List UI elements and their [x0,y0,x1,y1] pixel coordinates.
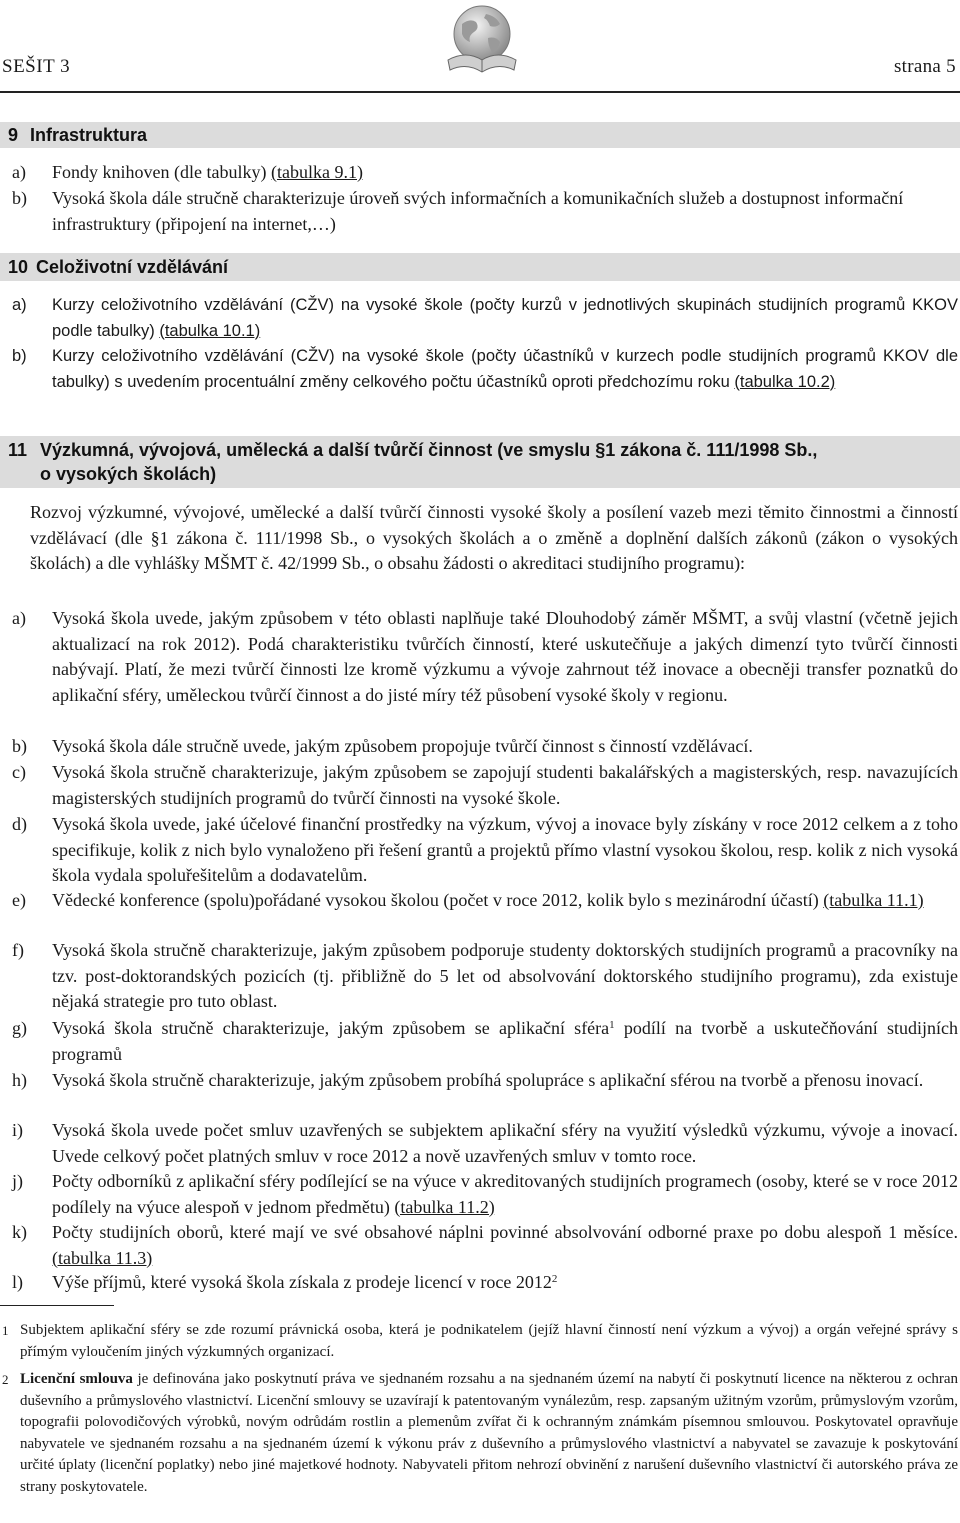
item-text: Kurzy celoživotního vzdělávání (CŽV) na vysoké škole (počty účastníků v kurzech podle studijních programů KKOV dle tabulky) s uvedením procentuální změny celkového počtu účastníků oproti předchozímu roku [52,347,958,391]
item-label: a) [12,162,26,182]
item-text: Vysoká škola uvede, jaké účelové finanční prostředky na výzkum, vývoj a inovace byly získány v roce 2012 celkem a z toho specifikuje, kolik z nich bylo vynaloženo při řešení grantů a projektů přímo vlastní vysokou školou, resp. kolik z nich vysoká škola vydala spoluřešitelům a dodavatelům. [52,814,958,885]
s11-item-i [12,1118,958,1169]
page-number: strana 5 [893,56,956,77]
s11-item-g [12,1016,958,1067]
item-label: a) [12,608,26,628]
item-label: l) [12,1272,23,1292]
item-label: j) [12,1171,23,1191]
s11-item-j [12,1169,958,1220]
item-text: Vysoká škola stručně charakterizuje, jakým způsobem se zapojují studenti bakalářských a magisterských, resp. navazujících magisterských studijních programů do tvůrčí činnosti na vysoké škole. [52,762,958,808]
item-label: f) [12,940,24,960]
footnote-ref[interactable]: 2 [551,1273,558,1285]
item-label: d) [12,814,27,834]
footnote-term: Licenční smlouva [20,1371,133,1387]
item-text: Fondy knihoven (dle tabulky) [52,162,267,182]
s9-item-b [12,186,958,237]
item-text: Vysoká škola dále stručně charakterizuje úroveň svých informačních a komunikačních služeb a dostupnost informační infrastruktury (připojení na internet,…) [52,188,904,234]
footnote-number: 1 [2,1323,9,1338]
item-label: b) [12,188,27,208]
item-text: Vysoká škola dále stručně uvede, jakým způsobem propojuje tvůrčí činnost s činností vzdělávací. [52,736,753,756]
item-text: Kurzy celoživotního vzdělávání (CŽV) na vysoké škole (počty kurzů v jednotlivých skupinách studijních programů KKOV podle tabulky) [52,296,958,340]
section-9-heading [0,122,960,148]
footnote-divider [0,1305,114,1306]
footnote-ref[interactable]: 1 [609,1019,615,1031]
table-link[interactable]: (tabulka 10.2) [734,372,836,391]
page-header [0,0,960,90]
section-11-heading [0,436,960,488]
s11-intro: Rozvoj výzkumné, vývojové, umělecké a další tvůrčí činnosti vysoké školy a posílení vazeb mezi těmito činnostmi a činností vzdělávací (dle §1 zákona č. 111/1998 Sb., o vysokých školách a o změně a doplnění dalších zákonů (zákon o vysokých školách) a dle vyhlášky MŠMT č. 42/1999 Sb., o obsahu žádosti o akreditaci studijního programu): [30,502,958,573]
item-label: h) [12,1070,27,1090]
item-text: Počty odborníků z aplikační sféry podílející se na výuce v akreditovaných studijních programech (osoby, které se v roce 2012 podílely na výuce alespoň v jednom předmětu) [52,1171,958,1217]
item-label: b) [12,347,27,365]
s11-item-d [12,812,958,889]
footnote-2 [2,1369,959,1498]
item-label: b) [12,736,27,756]
booklet-label: SEŠIT 3 [2,56,71,77]
s11-item-k [12,1220,958,1271]
section-title: Infrastruktura [30,125,148,145]
section-title-line1: Výzkumná, vývojová, umělecká a další tvůrčí činnost (ve smyslu §1 zákona č. 111/1998 Sb., [40,440,818,460]
table-link[interactable]: (tabulka 10.1) [159,321,261,340]
s10-item-b [12,344,958,395]
item-text: Vysoká škola stručně charakterizuje, jakým způsobem probíhá spolupráce s aplikační sférou na tvorbě a přenosu inovací. [52,1070,924,1090]
item-text: Vysoká škola uvede počet smluv uzavřených se subjektem aplikační sféry na využití výsledků výzkumu, vývoje a inovací. Uvede celkový počet platných smluv v roce 2012 a nově uzavřených smluv v tomto roce. [52,1120,958,1166]
globe-book-logo-icon [438,2,522,82]
s11-item-h [12,1068,958,1094]
table-link[interactable]: (tabulka 11.3) [52,1247,153,1268]
header-divider [0,91,960,93]
item-text: Počty studijních oborů, které mají ve své obsahové náplni povinné absolvování odborné praxe po dobu alespoň 1 měsíce. [52,1222,958,1242]
s11-item-e [12,888,958,914]
table-link[interactable]: (tabulka 11.2) [394,1196,495,1217]
item-label: e) [12,890,26,910]
section-title: Celoživotní vzdělávání [36,257,229,277]
footnote-text: Subjektem aplikační sféry se zde rozumí právnická osoba, která je podnikatelem (jejíž hlavní činností není výzkum a vývoj) a orgán veřejné správy s přímým vyloučením jiných výzkumných organizací. [20,1322,958,1360]
table-link[interactable]: (tabulka 9.1) [270,162,363,182]
item-label: a) [12,296,27,314]
section-number: 10 [8,257,29,277]
item-label: i) [12,1120,23,1140]
s11-item-f [12,938,958,1015]
s9-item-a [12,160,958,186]
item-text: Vysoká škola stručně charakterizuje, jakým způsobem se aplikační sféra [52,1018,610,1038]
s11-item-l [12,1270,958,1296]
section-number: 9 [8,125,19,145]
item-text: Výše příjmů, které vysoká škola získala z prodeje licencí v roce 2012 [52,1272,552,1292]
footnote-text: je definována jako poskytnutí práva ve sjednaném rozsahu a na sjednaném území na nabytí či poskytnutí licence na některou z ochran duševního a průmyslového vlastnictví. Licenční smlouvy se uzavírají k patentovaným vynálezům, resp. zapsaným užitným vzorům, průmyslovým vzorům, topografii polovodičových výrobků, novým odrůdám rostlin a plemenům zvířat či k ochranným známkám písemnou smlouvou. Poskytovatel opravňuje nabyvatele ve sjednaném rozsahu a na sjednaném území k výkonu práv z duševního a průmyslového vlastnictví a nabyvatel se zavazuje k poskytování určité úplaty (licenční poplatky) nebo jiné majetkové hodnoty. Nabyvateli přitom nehrozí obvinění z narušení duševního vlastnictví či autorského práva ze strany poskytovatele. [20,1371,959,1495]
table-link[interactable]: (tabulka 11.1) [823,890,924,910]
section-title-line2: o vysokých školách) [40,464,217,484]
item-label: g) [12,1018,27,1038]
s11-item-c [12,760,958,811]
section-number: 11 [8,440,28,460]
item-text: Vysoká škola stručně charakterizuje, jakým způsobem podporuje studenty doktorských studijních programů a pracovníky na tzv. post-doktorandských pozicích (tj. přibližně do 5 let od absolvování doktorského studijního programu), zda existuje nějaká strategie pro tuto oblast. [52,940,958,1011]
footnote-number: 2 [2,1372,9,1387]
item-label: k) [12,1222,27,1242]
item-text-cont: podílí na tvorbě a uskutečňování studijních programů [52,1018,958,1064]
item-text: Vysoká škola uvede, jakým způsobem v této oblasti naplňuje také Dlouhodobý záměr MŠMT, a svůj vlastní (včetně jejich aktualizací na rok 2012). Podá charakteristiku tvůrčích činností, které uskutečňuje a jakých dimenzí tyto tvůrčí činnosti nabývají. Platí, že mezi tvůrčí činnosti lze kromě výzkumu a vývoje zahrnout též inovace a obecněji transfer poznatků do aplikační sféry, uměleckou tvůrčí činnost a do jisté míry též působení vysoké školy v regionu. [52,608,958,705]
s11-item-a [12,606,958,708]
s11-item-b [12,734,958,760]
s10-item-a [12,293,958,344]
section-10-heading [0,253,960,281]
item-text: Vědecké konference (spolu)pořádané vysokou školou (počet v roce 2012, kolik bylo s mezinárodní účastí) [52,890,819,910]
item-label: c) [12,762,26,782]
footnote-1 [2,1320,958,1363]
